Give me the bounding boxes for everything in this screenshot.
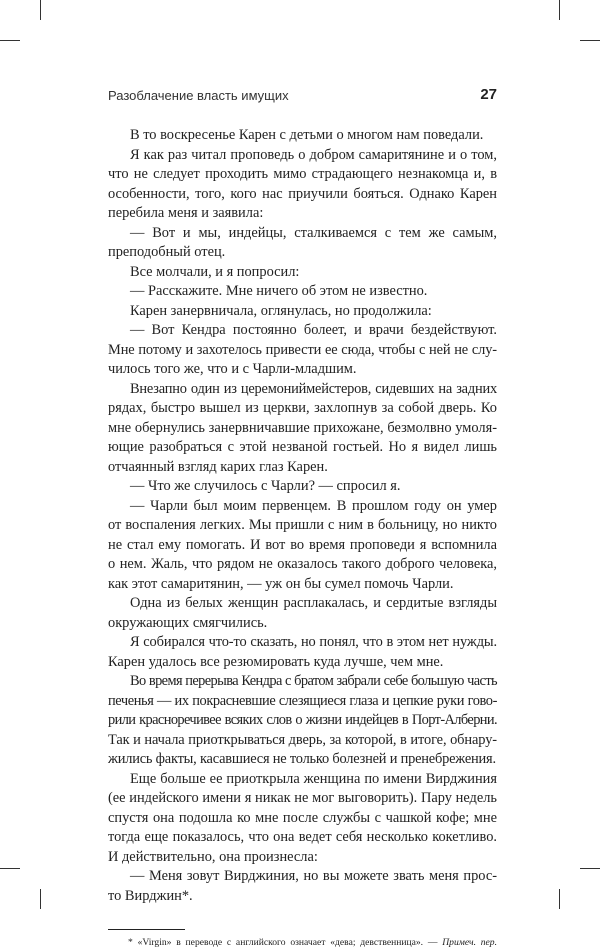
text-line: тогда еще показалось, что она ведет себя несколько кокетливо. [108,829,497,845]
text-line: — Вот и мы, индейцы, сталкиваемся с тем же самым, [130,224,497,241]
paragraph [108,321,497,380]
text-block [108,126,497,949]
text-line: Карен удалось все резюмировать куда лучше, чем мне. [108,653,444,670]
text-line: печенья — их покрасневшие слезящиеся глаза и цепкие руки гово- [108,692,497,709]
text-line: — Вот Кендра постоянно болеет, и врачи бездействуют. [130,322,497,338]
paragraph [108,380,497,478]
text-line: Одна из белых женщин расплакалась, и сердитые взгляды [130,595,497,611]
text-line: спустя она подошла ко мне после службы с чашкой кофе; мне [108,809,497,826]
paragraph [108,672,497,770]
text-line: чилось того же, что и с Чарли-младшим. [108,361,357,377]
text-line: о нем. Жаль, что рядом не оказалось такого доброго человека, [108,556,497,572]
paragraph [108,126,497,146]
crop-mark [559,889,560,909]
footnote-rule [108,929,185,930]
text-line: Все молчали, и я попросил: [130,263,300,280]
text-line: — Что же случилось с Чарли? — спросил я. [130,478,401,494]
text-line: особенности, того, кого нас приучили бояться. Однако Карен [108,185,497,202]
text-line: Внезапно один из церемониймейстеров, сидевших на задних [130,380,497,397]
text-line: Карен занервничала, оглянулась, но продолжила: [130,302,432,319]
paragraph [108,594,497,633]
text-line: то Вирджин*. [108,887,193,904]
text-line: ющие разобраться с этой незваной гостьей. Но я видел лишь [108,439,497,455]
crop-mark [580,868,600,869]
text-line: окружающих смягчились. [108,614,268,631]
text-line: как этот самаритянин, — уж он бы сумел помочь Чарли. [108,575,454,592]
paragraph [108,633,497,672]
text-line: — Чарли был моим первенцем. В прошлом году он умер [130,497,497,514]
text-line: мне обернулись занервничавшие прихожане, безмолвно умоля- [108,419,497,436]
text-line: рили красноречивее всяких слов о жизни индейцев в Порт-Алберни. [108,712,497,728]
paragraph [108,282,497,302]
paragraph [108,224,497,263]
text-line: Еще больше ее приоткрыла женщина по имени Вирджиния [130,770,497,787]
text-line: И действительно, она произнесла: [108,848,318,865]
footnote-text: * «Virgin» в переводе с английского означает «дева; девственница». — [128,937,443,948]
text-line: Я как раз читал проповедь о добром самаритянине и о том, [130,146,497,163]
page-number: 27 [480,86,497,103]
text-line: жились факты, касавшиеся не только болезней и пренебрежения. [108,751,496,767]
text-line: В то воскресенье Карен с детьми о многом нам поведали. [130,127,484,143]
crop-mark [0,868,20,869]
footnote-note: Примеч. пер. [442,937,497,948]
text-line: Я собирался что-то сказать, но понял, что в этом нет нужды. [130,634,497,650]
text-line: — Меня зовут Вирджиния, но вы можете звать меня прос- [130,868,497,884]
crop-mark [559,0,560,20]
running-title: Разоблачение власть имущих [108,88,289,103]
text-line: преподобный отец. [108,244,226,260]
text-line: Мне потому и захотелось привести ее сюда, чтобы с ней не слу- [108,341,497,358]
text-line: Так и начала приоткрываться дверь, за которой, в итоге, обнару- [108,731,497,748]
text-line: рядах, быстро вышел из церкви, захлопнув за собой дверь. Ко [108,400,497,416]
text-line: от воспаления легких. Мы пришли с ним в больницу, но никто [108,517,497,533]
text-line: перебила меня и заявила: [108,205,264,221]
footnote [108,936,497,949]
text-line: — Расскажите. Мне ничего об этом не известно. [130,283,428,299]
text-line: отчаянный взгляд карих глаз Карен. [108,458,328,475]
text-line: Во время перерыва Кендра с братом забрали себе большую часть [130,673,497,689]
crop-mark [580,40,600,41]
text-line: не стал ему помогать. И вот во время проповеди я вспомнила [108,536,497,553]
body-text [108,126,497,906]
paragraph [108,302,497,322]
paragraph [108,477,497,497]
crop-mark [40,889,41,909]
paragraph [108,497,497,595]
paragraph [108,770,497,868]
crop-mark [40,0,41,20]
text-line: что не следует проходить мимо страдающего незнакомца и, в [108,166,497,182]
paragraph [108,146,497,224]
running-header [108,86,497,106]
crop-mark [0,40,20,41]
paragraph [108,263,497,283]
paragraph [108,867,497,906]
text-line: (ее индейского имени я никак не мог выговорить). Пару недель [108,790,497,806]
